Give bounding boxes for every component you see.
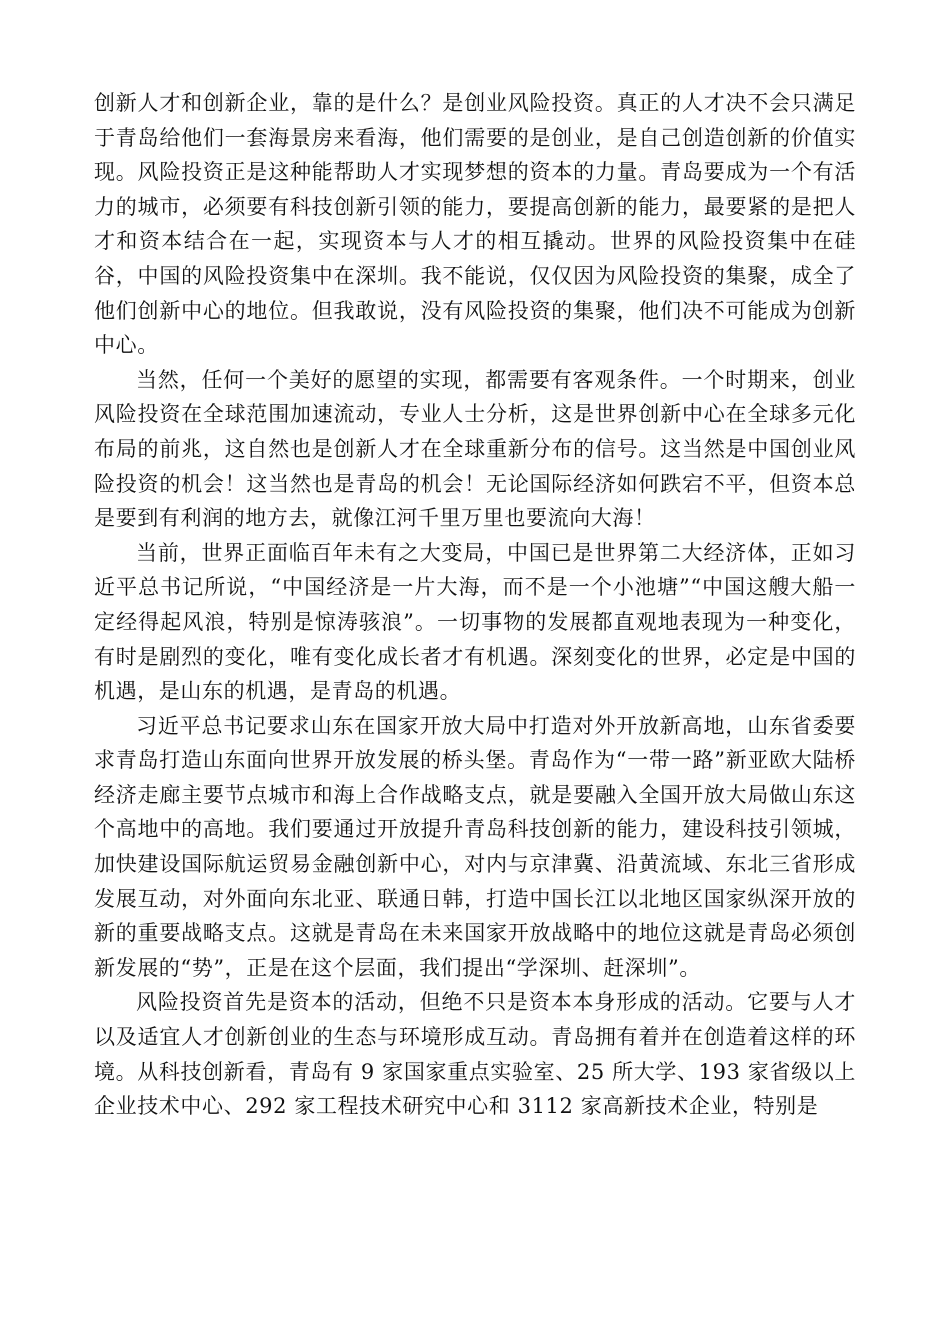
paragraph-5: 风险投资首先是资本的活动，但绝不只是资本本身形成的活动。它要与人才以及适宜人才创新创业的生态与环境形成互动。青岛拥有着并在创造着这样的环境。从科技创新看，青岛有 9 家国家重点实验室、25 所大学、193 家省级以上企业技术中心、292 家工程技术研究中心和 3112 家高新技术企业，特别是 <box>94 990 856 1119</box>
paragraph-4: 习近平总书记要求山东在国家开放大局中打造对外开放新高地，山东省委要求青岛打造山东面向世界开放发展的桥头堡。青岛作为“一带一路”新亚欧大陆桥经济走廊主要节点城市和海上合作战略支点，就是要融入全国开放大局做山东这个高地中的高地。我们要通过开放提升青岛科技创新的能力，建设科技引领城，加快建设国际航运贸易金融创新中心，对内与京津冀、沿黄流域、东北三省形成发展互动，对外面向东北亚、联通日韩，打造中国长江以北地区国家纵深开放的新的重要战略支点。这就是青岛在未来国家开放战略中的地位这就是青岛必须创新发展的“势”，正是在这个层面，我们提出“学深圳、赶深圳”。 <box>94 713 856 980</box>
article-body <box>94 86 856 1124</box>
paragraph-3: 当前，世界正面临百年未有之大变局，中国已是世界第二大经济体，正如习近平总书记所说，“中国经济是一片大海，而不是一个小池塘”“中国这艘大船一定经得起风浪，特别是惊涛骇浪”。一切事物的发展都直观地表现为一种变化，有时是剧烈的变化，唯有变化成长者才有机遇。深刻变化的世界，必定是中国的机遇，是山东的机遇，是青岛的机遇。 <box>94 540 856 704</box>
paragraph-2: 当然，任何一个美好的愿望的实现，都需要有客观条件。一个时期来，创业风险投资在全球范围加速流动，专业人士分析，这是世界创新中心在全球多元化布局的前兆，这自然也是创新人才在全球重新分布的信号。这当然是中国创业风险投资的机会！这当然也是青岛的机会！无论国际经济如何跌宕不平，但资本总是要到有利润的地方去，就像江河千里万里也要流向大海！ <box>94 367 856 531</box>
paragraph-1: 创新人才和创新企业，靠的是什么？是创业风险投资。真正的人才决不会只满足于青岛给他们一套海景房来看海，他们需要的是创业，是自己创造创新的价值实现。风险投资正是这种能帮助人才实现梦想的资本的力量。青岛要成为一个有活力的城市，必须要有科技创新引领的能力，要提高创新的能力，最要紧的是把人才和资本结合在一起，实现资本与人才的相互撬动。世界的风险投资集中在硅谷，中国的风险投资集中在深圳。我不能说，仅仅因为风险投资的集聚，成全了他们创新中心的地位。但我敢说，没有风险投资的集聚，他们决不可能成为创新中心。 <box>94 91 856 358</box>
